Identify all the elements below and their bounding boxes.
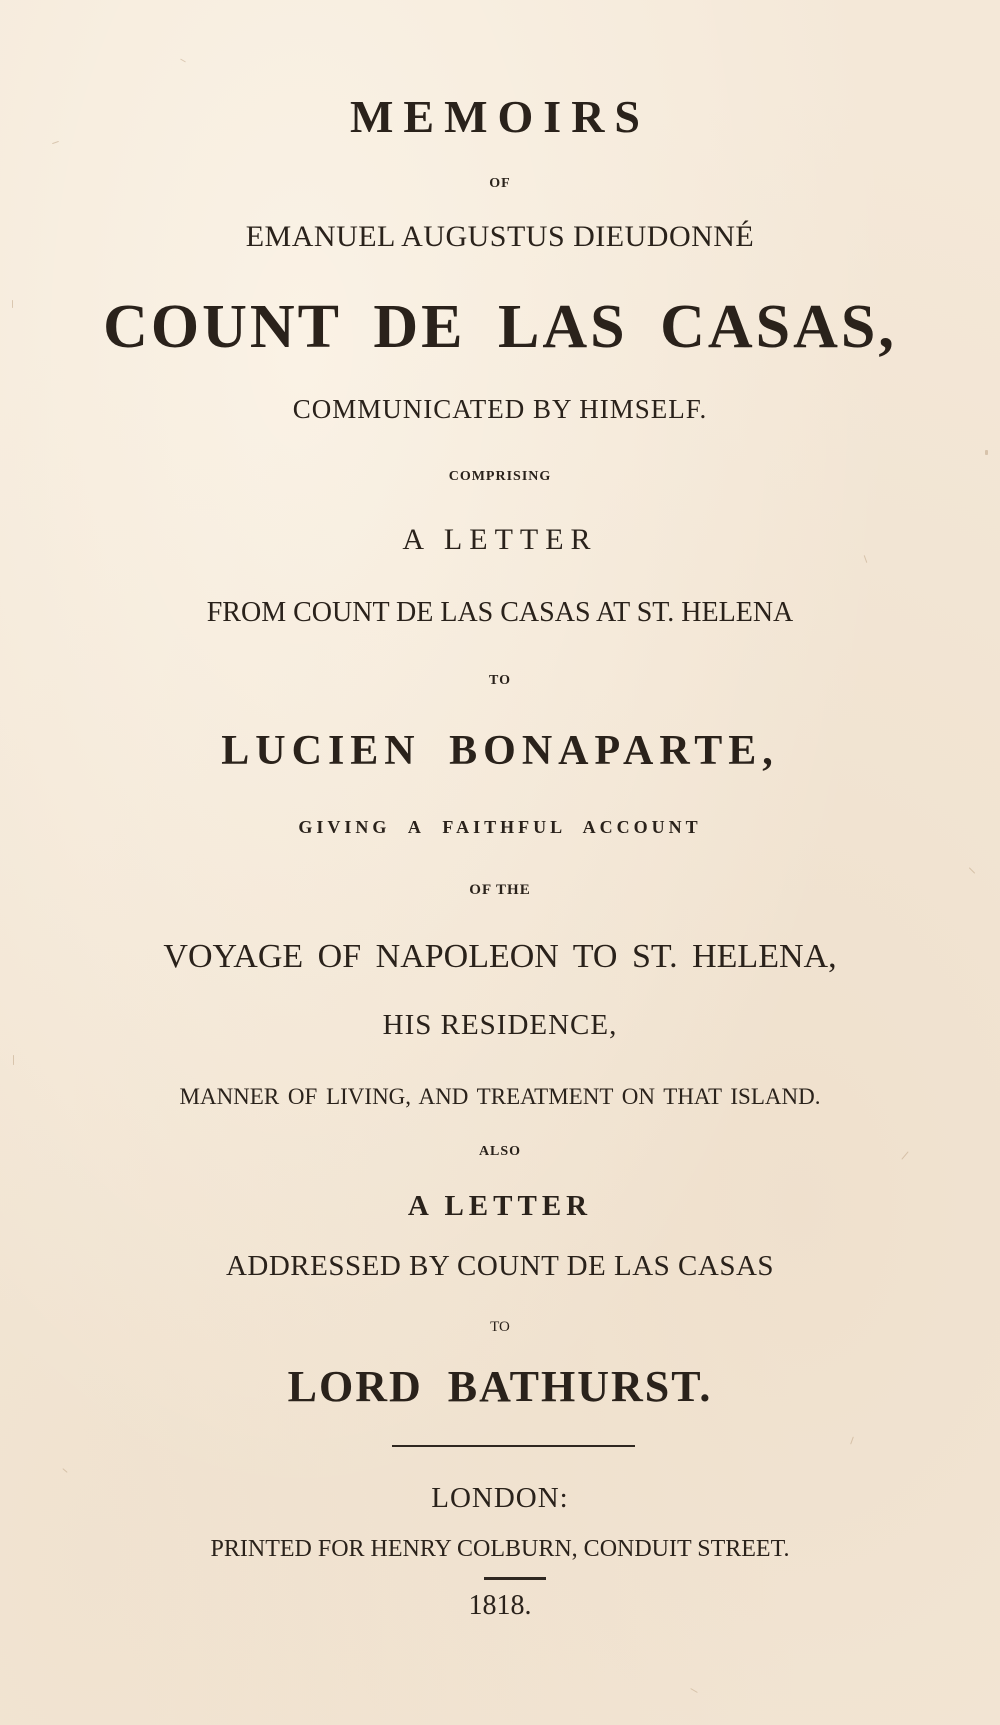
a-letter-1: A LETTER (402, 523, 598, 556)
paper-speck (985, 450, 988, 455)
divider-rule (392, 1445, 635, 1447)
of-the-label: OF THE (469, 882, 531, 898)
also-label: ALSO (478, 1144, 522, 1159)
communicated-line: COMMUNICATED BY HIMSELF. (292, 394, 708, 424)
paper-speck (864, 555, 868, 563)
imprint-publisher: PRINTED FOR HENRY COLBURN, CONDUIT STREET. (210, 1536, 790, 1562)
imprint-place: LONDON: (431, 1482, 569, 1514)
voyage-line: VOYAGE OF NAPOLEON TO ST. HELENA, (163, 938, 837, 975)
manner-line: MANNER OF LIVING, AND TREATMENT ON THAT ISLAND. (179, 1084, 821, 1109)
imprint-year: 1818. (468, 1590, 532, 1621)
paper-speck (62, 1468, 67, 1473)
to-label-2: TO (490, 1319, 510, 1335)
paper-speck (850, 1437, 854, 1445)
of-label: OF (489, 176, 511, 191)
short-rule (484, 1577, 546, 1580)
paper-speck (969, 867, 975, 873)
paper-speck (690, 1688, 697, 1693)
comprising-label: COMPRISING (448, 469, 552, 484)
lucien-bonaparte: LUCIEN BONAPARTE, (221, 728, 779, 774)
count-name: COUNT DE LAS CASAS, (103, 293, 897, 361)
full-name: EMANUEL AUGUSTUS DIEUDONNÉ (245, 220, 755, 253)
paper-speck (180, 59, 186, 63)
title-memoirs: MEMOIRS (350, 91, 650, 142)
a-letter-2: A LETTER (407, 1190, 593, 1222)
paper-speck (12, 300, 13, 308)
from-line: FROM COUNT DE LAS CASAS AT ST. HELENA (206, 597, 794, 628)
paper-speck (13, 1055, 14, 1065)
paper-speck (52, 141, 59, 144)
lord-bathurst: LORD BATHURST. (287, 1362, 713, 1411)
residence-line: HIS RESIDENCE, (382, 1009, 618, 1041)
giving-line: GIVING A FAITHFUL ACCOUNT (298, 817, 702, 837)
addressed-line: ADDRESSED BY COUNT DE LAS CASAS (225, 1250, 775, 1282)
to-label-1: TO (489, 673, 511, 688)
